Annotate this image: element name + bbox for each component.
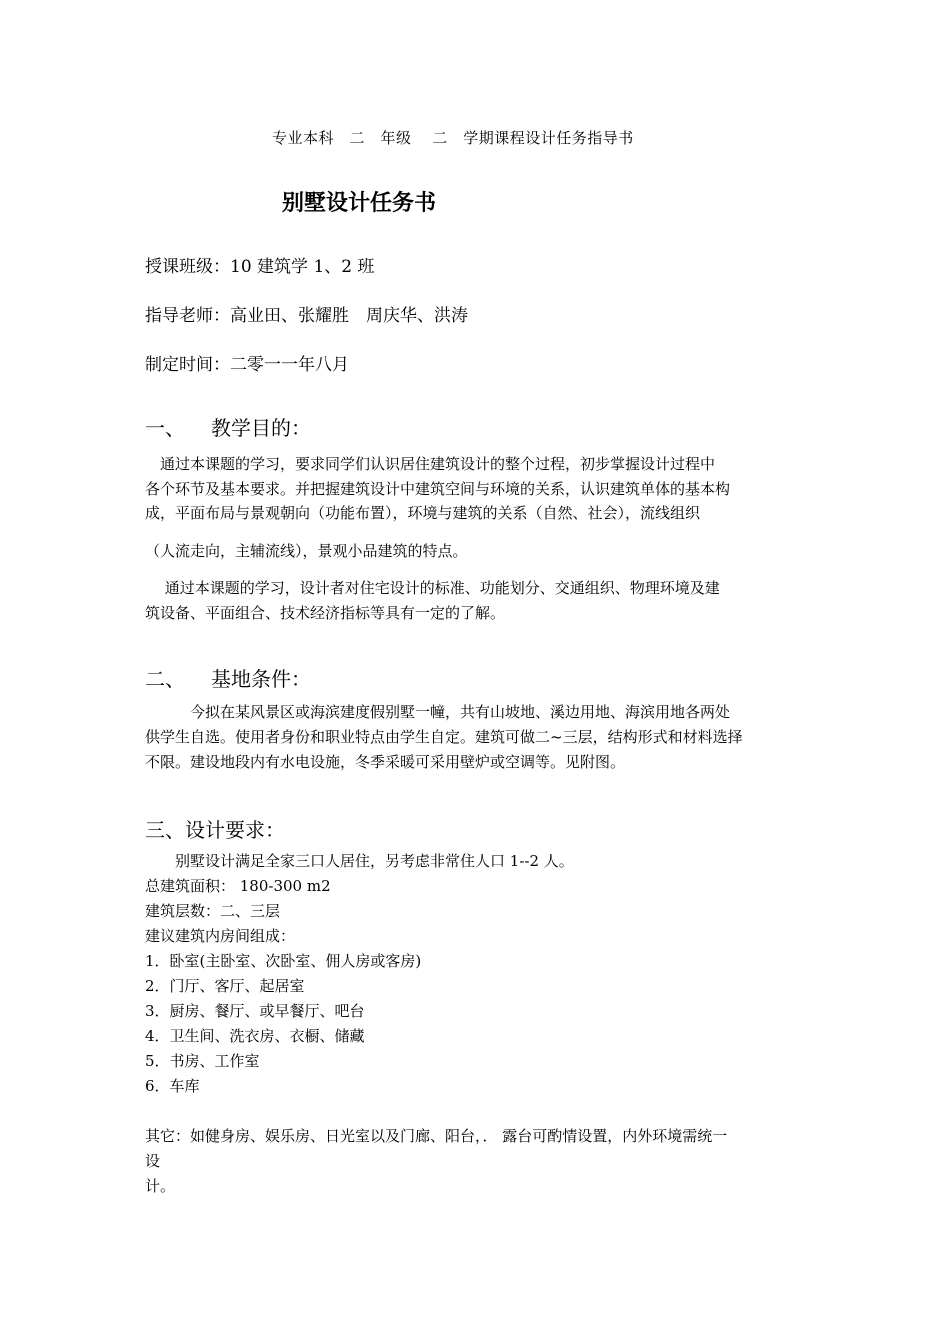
other-line: 其它：如健身房、娱乐房、日光室以及门廊、阳台，． 露台可酌情设置，内外环境需统一 [145,1127,728,1145]
room-list-item: 6．车库 [145,1077,200,1095]
other-line: 计。 [145,1177,176,1195]
section-2-line: 不限。建设地段内有水电设施，冬季采暖可采用壁炉或空调等。见附图。 [145,753,626,771]
section-1-line: （人流走向，主辅流线），景观小品建筑的特点。 [145,542,468,560]
date-line: 制定时间：二零一一年八月 [145,355,349,375]
room-list-item: 3．厨房、餐厅、或早餐厅、吧台 [145,1002,365,1020]
section-1-title: 教学目的： [211,416,311,440]
other-line: 设 [145,1152,161,1170]
section-2-heading [145,663,311,692]
class-line: 授课班级：10 建筑学 1、2 班 [145,257,375,277]
document-title: 别墅设计任务书 [282,191,437,216]
section-3-heading: 三、设计要求： [145,818,285,842]
room-list-item: 4．卫生间、洗衣房、衣橱、储藏 [145,1027,365,1045]
section-1-line: 通过本课题的学习，设计者对住宅设计的标准、功能划分、交通组织、物理环境及建 [145,579,720,597]
section-1-line: 各个环节及基本要求。并把握建筑设计中建筑空间与环境的关系，认识建筑单体的基本构 [145,480,731,498]
section-2-title: 基地条件： [211,667,311,691]
section-1-line: 成，平面布局与景观朝向（功能布置），环境与建筑的关系（自然、社会），流线组织 [145,504,701,522]
section-1-line: 通过本课题的学习，要求同学们认识居住建筑设计的整个过程，初步掌握设计过程中 [145,455,716,473]
room-list-item: 5．书房、工作室 [145,1052,260,1070]
section-3-line: 总建筑面积： 180-300 m2 [145,877,331,895]
section-2-line: 供学生自选。使用者身份和职业特点由学生自定。建筑可做二~三层，结构形式和材料选择 [145,728,743,746]
section-3-line: 建筑层数：二、三层 [145,902,281,920]
room-list-item: 1．卧室(主卧室、次卧室、佣人房或客房) [145,952,422,970]
section-2-number: 二、 [145,667,185,691]
course-header: 专业本科 二 年级 二 学期课程设计任务指导书 [272,129,634,147]
room-list-item: 2．门厅、客厅、起居室 [145,977,305,995]
section-2-line: 今拟在某风景区或海滨建度假别墅一幢，共有山坡地、溪边用地、海滨用地各两处 [145,703,731,721]
section-1-line: 筑设备、平面组合、技术经济指标等具有一定的了解。 [145,604,506,622]
section-1-heading [145,412,311,441]
section-3-line: 别墅设计满足全家三口人居住，另考虑非常住人口 1--2 人。 [145,852,574,870]
teachers-line: 指导老师：高业田、张耀胜 周庆华、洪涛 [145,306,468,326]
section-3-line: 建议建筑内房间组成： [145,927,296,945]
section-1-number: 一、 [145,416,185,440]
